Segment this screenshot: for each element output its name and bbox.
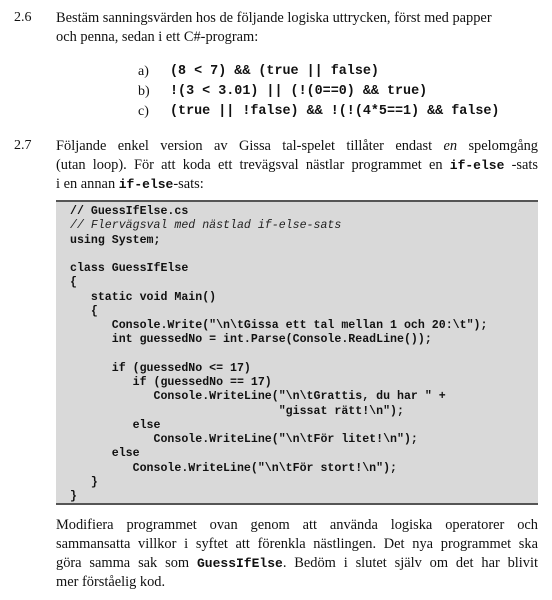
code-line: // GuessIfElse.cs [70,205,189,218]
text-run: . Bedöm i slutet själv om det har blivit [282,555,538,571]
code-line: Console.WriteLine("\n\tFör litet!\n"); [70,433,418,446]
expression-c [138,104,538,124]
code-line: if (guessedNo == 17) [70,376,272,389]
text-run: Följande enkel version av Gissa tal-spelet tillåter endast [56,138,444,154]
code-line: Console.Write("\n\tGissa ett tal mellan 1 och 20:\t"); [70,319,488,332]
code-line: class GuessIfElse [70,262,189,275]
code-listing [56,200,538,505]
code-line: { [70,276,77,290]
expression-a [138,64,538,84]
closing-line-2: sammansatta villkor i syftet att förenkla nästlingen. Det nya programmet ska [56,536,538,552]
exercise-2-7-line-3 [56,175,538,194]
expression-label: c) [138,104,149,119]
exercise-2-7-line-1 [56,137,538,156]
text-run: göra samma sak som [56,555,197,571]
code-line: static void Main() [70,290,217,304]
code-line: else [70,418,161,432]
code-line: if (guessedNo <= 17) [70,361,251,375]
code-line: } [70,490,77,503]
expression-code: (8 < 7) && (true || false) [170,64,379,79]
inline-code: if-else [449,158,505,173]
expression-label: a) [138,64,149,79]
code-line: int guessedNo = int.Parse(Console.ReadLine()); [70,333,432,347]
exercise-number-2-6: 2.6 [14,10,32,25]
emphasis-text: en [443,138,458,154]
expression-label: b) [138,84,150,99]
exercise-2-7-text [56,137,538,194]
expression-code: (true || !false) && !(!(4*5==1) && false) [170,104,500,119]
code-line: { [70,304,98,318]
exercise-2-6-text [56,9,538,47]
closing-text [56,516,538,592]
expression-b [138,84,538,104]
code-line: Console.WriteLine("\n\tGrattis, du har " + [70,390,446,404]
inline-code: if-else [118,177,174,192]
closing-line-1: Modifiera programmet ovan genom att använda logiska operatorer och [56,517,538,533]
text-run: -sats: [173,176,204,192]
code-line: using System; [70,233,161,247]
exercise-number-2-7: 2.7 [14,138,32,153]
closing-line-3 [56,554,538,573]
code-line: Console.WriteLine("\n\tFör stort!\n"); [70,461,397,475]
code-line: } [70,475,98,489]
code-line: "gissat rätt!\n"); [70,404,404,418]
text-run: i en annan [56,176,119,192]
exercise-2-6-line-1: Bestäm sanningsvärden hos de följande logiska uttrycken, först med papper [56,10,492,26]
expression-code: !(3 < 3.01) || (!(0==0) && true) [170,84,428,99]
inline-code: GuessIfElse [196,556,283,571]
text-run: -sats [504,157,538,173]
text-run: spelomgång [457,138,538,154]
code-line: // Flervägsval med nästlad if-else-sats [70,219,342,233]
code-line: else [70,447,140,461]
exercise-2-7-line-2 [56,156,538,175]
text-run: (utan loop). För att koda ett trevägsval nästlar programmet en [56,157,450,173]
closing-line-4: mer förståelig kod. [56,574,166,590]
exercise-2-6-line-2: och penna, sedan i ett C#-program: [56,29,259,45]
